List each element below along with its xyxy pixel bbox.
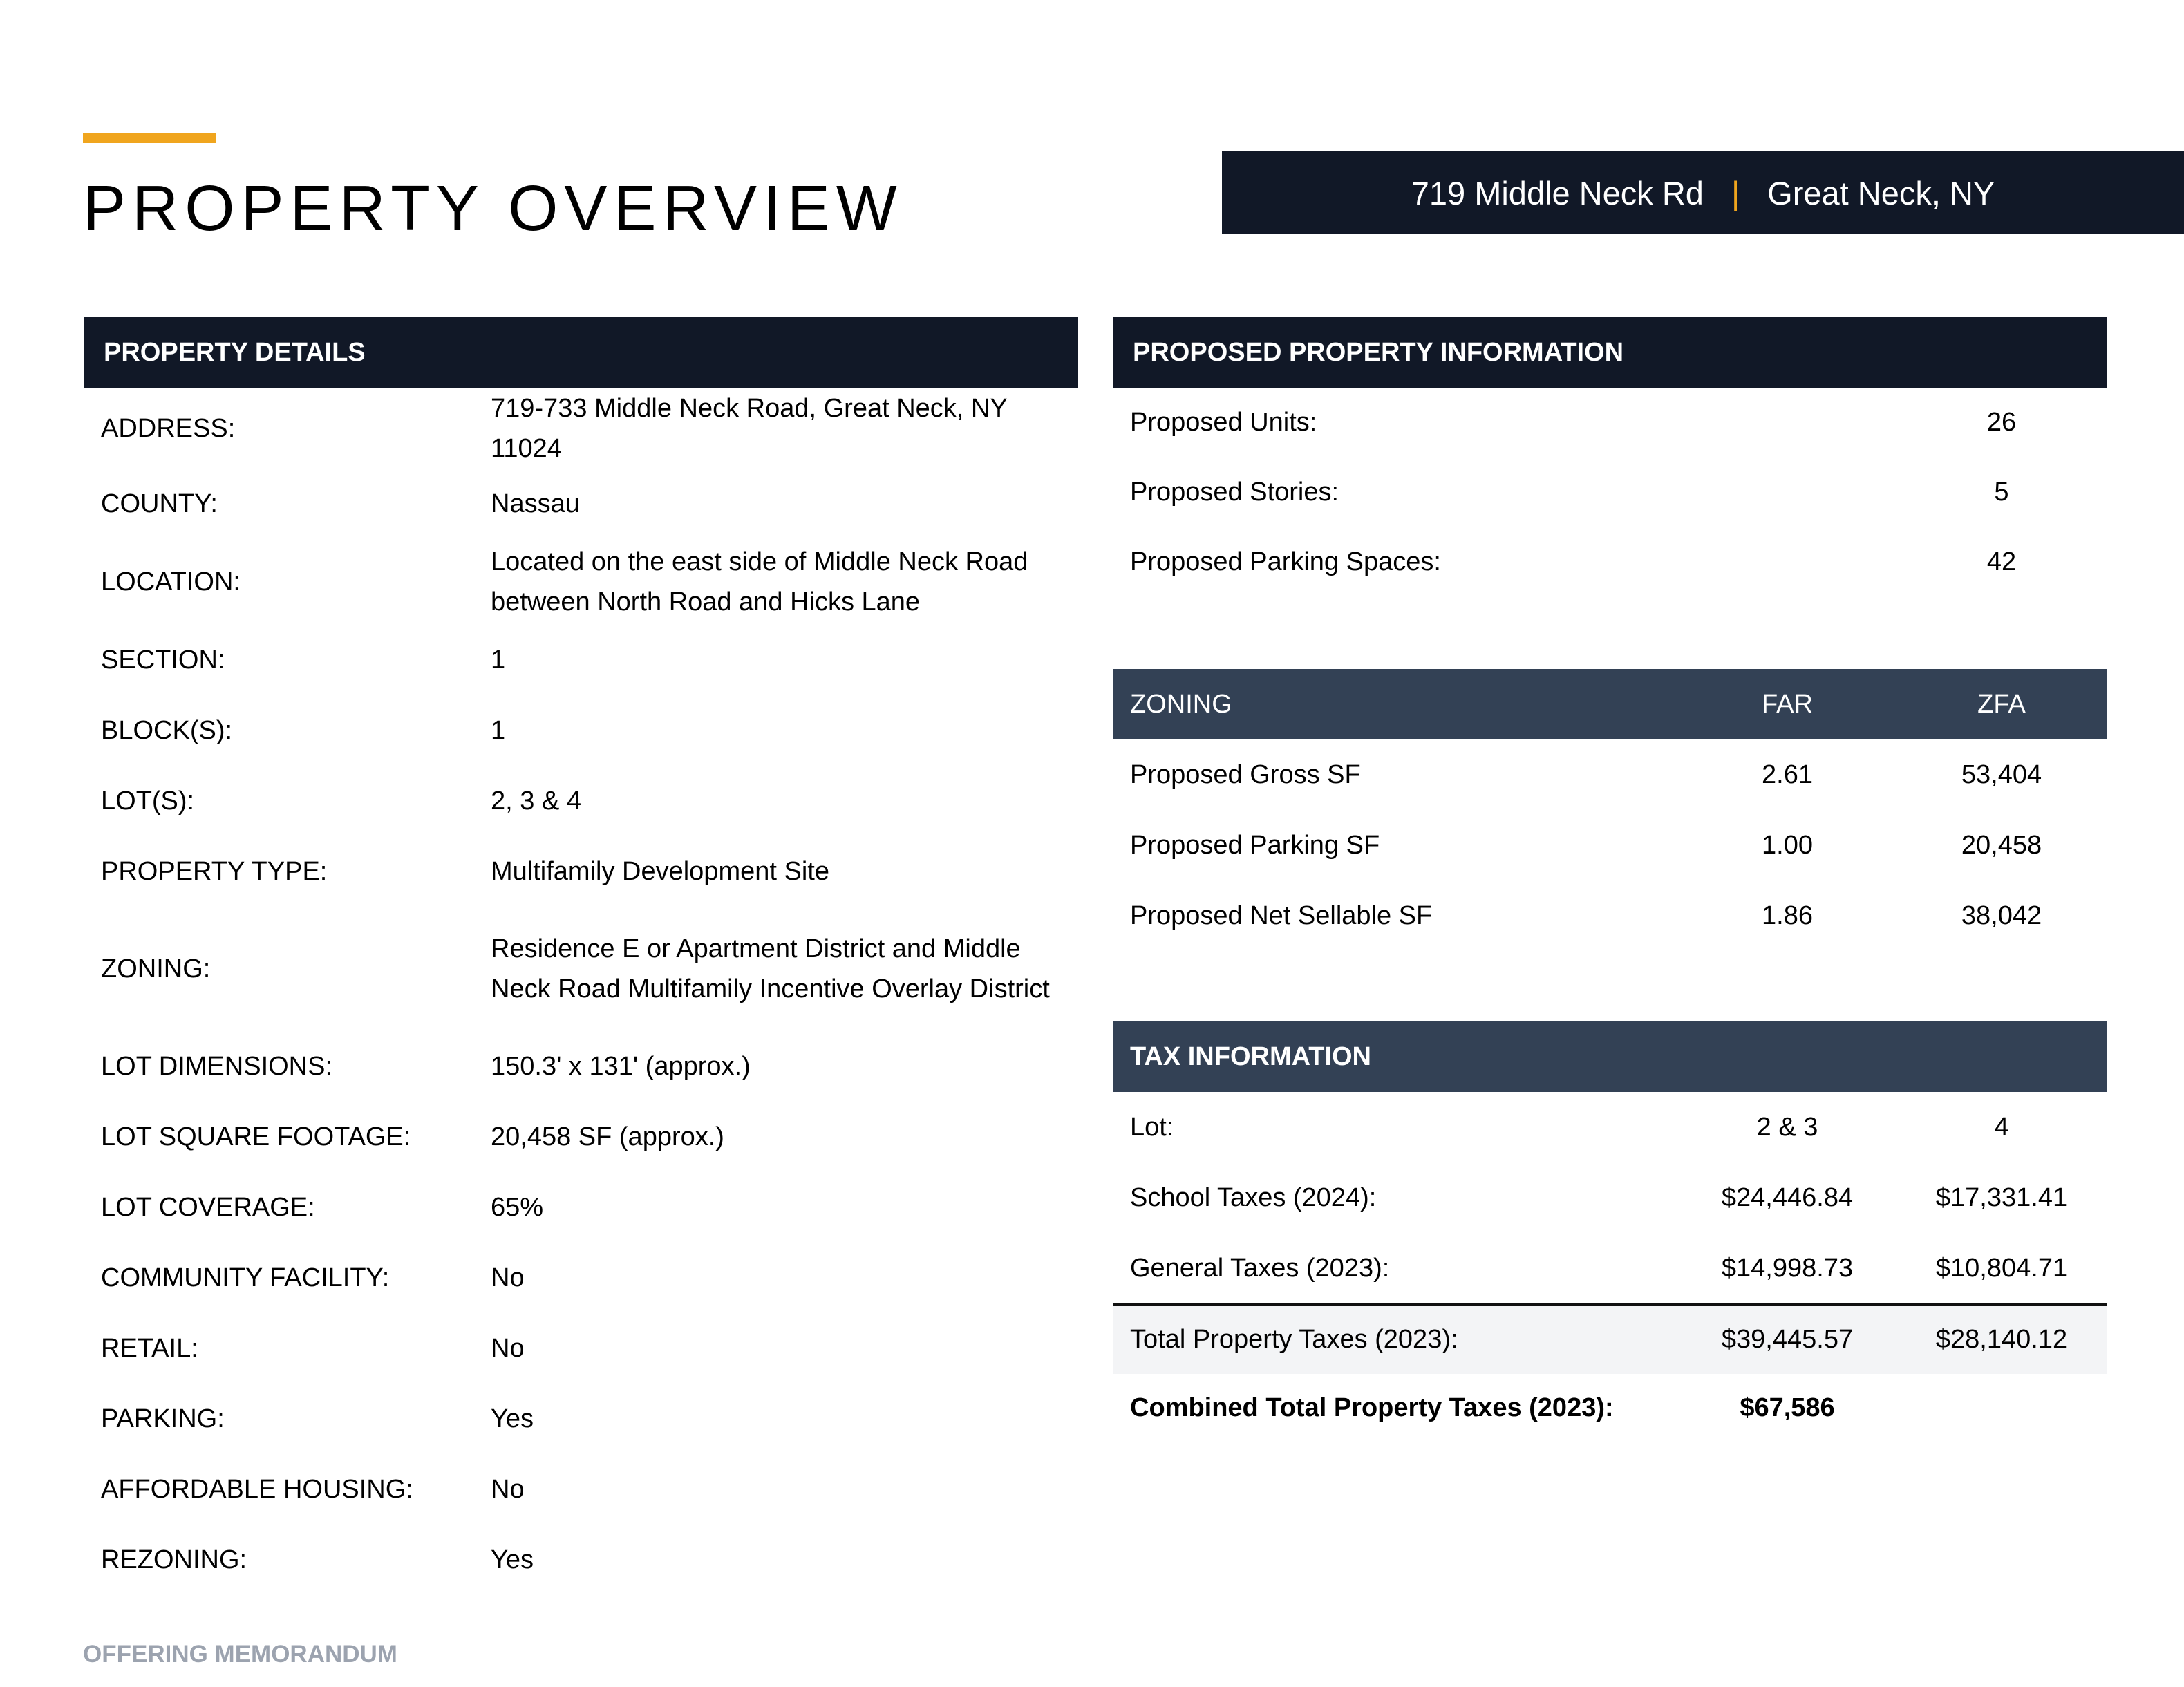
proposed-value: 26 xyxy=(1986,408,2017,437)
detail-row-address xyxy=(84,388,1078,469)
detail-label: LOT DIMENSIONS: xyxy=(101,1052,333,1081)
banner-separator: | xyxy=(1731,174,1740,211)
zoning-label: Proposed Net Sellable SF xyxy=(1130,901,1433,930)
far-header: FAR xyxy=(1762,689,1813,719)
tax-total-label: Total Property Taxes (2023): xyxy=(1130,1325,1458,1354)
detail-row-retail xyxy=(84,1313,1078,1384)
detail-value: No xyxy=(491,1263,525,1292)
proposed-heading: PROPOSED PROPERTY INFORMATION xyxy=(1113,317,2107,388)
detail-row-rezoning xyxy=(84,1525,1078,1595)
far-value: 1.00 xyxy=(1762,830,1813,860)
detail-label: LOT SQUARE FOOTAGE: xyxy=(101,1122,411,1151)
tax-row xyxy=(1113,1233,2107,1303)
detail-value: 1 xyxy=(491,645,506,675)
detail-value: Yes xyxy=(491,1545,534,1574)
banner-street: 719 Middle Neck Rd xyxy=(1411,174,1704,211)
zoning-row xyxy=(1113,810,2107,880)
proposed-value: 42 xyxy=(1986,547,2017,576)
proposed-property-table xyxy=(1113,317,2107,597)
tax-value-lot-4: $10,804.71 xyxy=(1935,1253,2068,1283)
detail-value: No xyxy=(491,1475,525,1504)
detail-label: LOCATION: xyxy=(101,567,241,596)
detail-value: 20,458 SF (approx.) xyxy=(491,1122,724,1151)
tax-value-lots-2-3: 2 & 3 xyxy=(1756,1112,1818,1142)
page-title: PROPERTY OVERVIEW xyxy=(83,172,903,244)
detail-value: Yes xyxy=(491,1404,534,1433)
zoning-table xyxy=(1113,669,2107,951)
detail-label: PARKING: xyxy=(101,1404,225,1433)
tax-label: Lot: xyxy=(1130,1112,1174,1142)
zoning-row xyxy=(1113,880,2107,951)
far-value: 2.61 xyxy=(1762,760,1813,789)
proposed-value: 5 xyxy=(1994,478,2009,507)
detail-row-section xyxy=(84,625,1078,695)
detail-value: 719-733 Middle Neck Road, Great Neck, NY 11024 xyxy=(491,393,1007,463)
detail-value: 150.3' x 131' (approx.) xyxy=(491,1052,751,1081)
zfa-header: ZFA xyxy=(1977,689,2026,719)
detail-row-lot-coverage xyxy=(84,1172,1078,1243)
detail-row-lot-square-footage xyxy=(84,1102,1078,1172)
detail-label: ZONING: xyxy=(101,954,211,983)
detail-value: Multifamily Development Site xyxy=(491,857,829,886)
title-accent-bar xyxy=(83,133,216,143)
property-details-heading: PROPERTY DETAILS xyxy=(84,317,1078,388)
banner-city: Great Neck, NY xyxy=(1767,174,1995,211)
tax-row xyxy=(1113,1162,2107,1233)
footer-label: OFFERING MEMORANDUM xyxy=(83,1641,397,1668)
property-details-table xyxy=(84,317,1078,1595)
detail-label: LOT COVERAGE: xyxy=(101,1193,315,1222)
zfa-value: 53,404 xyxy=(1961,760,2042,789)
tax-total-lot-4: $28,140.12 xyxy=(1935,1325,2068,1354)
proposed-row xyxy=(1113,458,2107,527)
detail-row-zoning xyxy=(84,907,1078,1031)
proposed-label: Proposed Stories: xyxy=(1130,478,1339,507)
detail-value: 1 xyxy=(491,716,506,745)
zoning-label: Proposed Parking SF xyxy=(1130,830,1380,860)
detail-label: AFFORDABLE HOUSING: xyxy=(101,1475,413,1504)
detail-label: PROPERTY TYPE: xyxy=(101,857,328,886)
detail-row-parking xyxy=(84,1384,1078,1454)
detail-row-location xyxy=(84,539,1078,625)
detail-label: SECTION: xyxy=(101,645,225,675)
tax-combined-row xyxy=(1113,1374,2107,1442)
zoning-header: ZONING xyxy=(1130,689,1232,719)
tax-value-lots-2-3: $14,998.73 xyxy=(1721,1253,1854,1283)
detail-row-affordable-housing xyxy=(84,1454,1078,1525)
detail-value: No xyxy=(491,1334,525,1363)
tax-heading: TAX INFORMATION xyxy=(1113,1021,2107,1092)
detail-value: 65% xyxy=(491,1193,544,1222)
far-value: 1.86 xyxy=(1762,901,1813,930)
zfa-value: 20,458 xyxy=(1961,830,2042,860)
tax-label: General Taxes (2023): xyxy=(1130,1253,1390,1283)
detail-label: ADDRESS: xyxy=(101,413,236,443)
detail-label: COUNTY: xyxy=(101,489,218,518)
tax-total-lots-2-3: $39,445.57 xyxy=(1721,1325,1854,1354)
detail-label: REZONING: xyxy=(101,1545,247,1574)
zoning-label: Proposed Gross SF xyxy=(1130,760,1361,789)
detail-label: LOT(S): xyxy=(101,786,195,816)
detail-value: 2, 3 & 4 xyxy=(491,786,581,816)
detail-row-community-facility xyxy=(84,1243,1078,1313)
proposed-label: Proposed Units: xyxy=(1130,408,1317,437)
tax-information-table xyxy=(1113,1021,2107,1442)
tax-total-row xyxy=(1113,1303,2107,1374)
detail-label: BLOCK(S): xyxy=(101,716,233,745)
proposed-row xyxy=(1113,527,2107,597)
tax-combined-label: Combined Total Property Taxes (2023): xyxy=(1130,1393,1614,1422)
proposed-row xyxy=(1113,388,2107,458)
detail-row-property-type xyxy=(84,836,1078,907)
proposed-label: Proposed Parking Spaces: xyxy=(1130,547,1441,576)
tax-value-lot-4: 4 xyxy=(1994,1112,2009,1142)
detail-value: Nassau xyxy=(491,489,580,518)
tax-combined-value: $67,586 xyxy=(1740,1393,1835,1422)
zoning-header-row xyxy=(1113,669,2107,739)
tax-row xyxy=(1113,1092,2107,1162)
tax-label: School Taxes (2024): xyxy=(1130,1182,1377,1212)
detail-label: RETAIL: xyxy=(101,1334,198,1363)
detail-value: Located on the east side of Middle Neck Road between North Road and Hicks Lane xyxy=(491,547,1028,616)
detail-row-county xyxy=(84,469,1078,539)
address-banner xyxy=(1222,151,2184,234)
zoning-row xyxy=(1113,739,2107,810)
zfa-value: 38,042 xyxy=(1961,901,2042,930)
detail-row-lots xyxy=(84,766,1078,836)
tax-value-lot-4: $17,331.41 xyxy=(1935,1182,2068,1212)
detail-row-blocks xyxy=(84,695,1078,766)
tax-value-lots-2-3: $24,446.84 xyxy=(1721,1182,1854,1212)
detail-label: COMMUNITY FACILITY: xyxy=(101,1263,390,1292)
detail-row-lot-dimensions xyxy=(84,1031,1078,1102)
detail-value: Residence E or Apartment District and Middle Neck Road Multifamily Incentive Overlay District xyxy=(491,934,1050,1003)
